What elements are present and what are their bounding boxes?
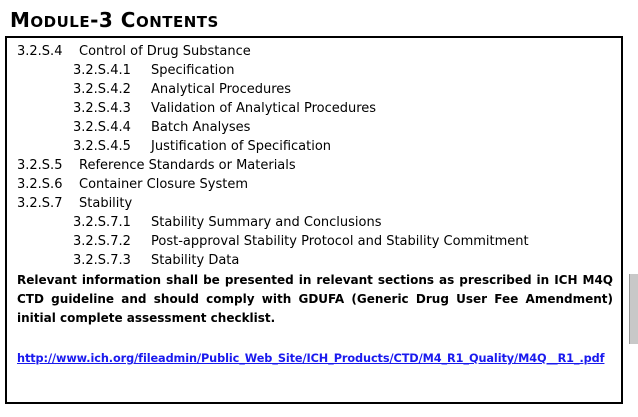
contents-item bbox=[17, 80, 529, 99]
title-initial-c: C bbox=[120, 8, 136, 32]
contents-item-label: Container Closure System bbox=[79, 177, 248, 192]
contents-item bbox=[17, 156, 529, 175]
contents-item-code: 3.2.S.4.1 bbox=[73, 63, 131, 78]
contents-item bbox=[17, 118, 529, 137]
contents-item-code: 3.2.S.7.2 bbox=[73, 234, 131, 249]
contents-item-label: Stability bbox=[79, 196, 133, 211]
contents-item-label: Analytical Procedures bbox=[151, 82, 292, 97]
contents-item-code: 3.2.S.4.4 bbox=[73, 120, 131, 135]
contents-item bbox=[17, 194, 529, 213]
contents-item bbox=[17, 137, 529, 156]
contents-item bbox=[17, 232, 529, 251]
contents-item-code: 3.2.S.6 bbox=[17, 177, 63, 192]
contents-item bbox=[17, 213, 529, 232]
contents-item-code: 3.2.S.4 bbox=[17, 44, 63, 59]
contents-item-label: Post-approval Stability Protocol and Stability Commitment bbox=[151, 234, 529, 249]
contents-item-label: Stability Data bbox=[151, 253, 240, 268]
contents-item-label: Reference Standards or Materials bbox=[79, 158, 296, 173]
title-rest-ontents: ONTENTS bbox=[135, 13, 219, 31]
contents-item-code: 3.2.S.7 bbox=[17, 196, 63, 211]
contents-item-label: Control of Drug Substance bbox=[79, 44, 251, 59]
contents-item-code: 3.2.S.4.2 bbox=[73, 82, 131, 97]
title-separator: -3 bbox=[90, 8, 121, 32]
contents-item-code: 3.2.S.4.3 bbox=[73, 101, 131, 116]
contents-item-label: Specification bbox=[151, 63, 235, 78]
contents-item-label: Batch Analyses bbox=[151, 120, 251, 135]
ich-guideline-link[interactable]: http://www.ich.org/fileadmin/Public_Web_Site/ICH_Products/CTD/M4_R1_Quality/M4Q__R1_.pdf bbox=[17, 352, 605, 365]
contents-item-code: 3.2.S.5 bbox=[17, 158, 63, 173]
guideline-note: Relevant information shall be presented in relevant sections as prescribed in ICH M4Q CTD guideline and should comply with GDUFA (Generic Drug User Fee Amendment) initial complete assessment checklist. bbox=[17, 273, 613, 325]
page-title bbox=[10, 8, 219, 32]
contents-item-label: Justification of Specification bbox=[151, 139, 332, 154]
contents-item-label: Validation of Analytical Procedures bbox=[151, 101, 377, 116]
contents-item-code: 3.2.S.7.3 bbox=[73, 253, 131, 268]
contents-panel bbox=[5, 36, 623, 404]
title-initial-m: M bbox=[10, 8, 31, 32]
contents-item-code: 3.2.S.7.1 bbox=[73, 215, 131, 230]
contents-item bbox=[17, 251, 529, 270]
contents-item-label: Stability Summary and Conclusions bbox=[151, 215, 382, 230]
contents-item-code: 3.2.S.4.5 bbox=[73, 139, 131, 154]
contents-list bbox=[17, 42, 529, 270]
contents-item bbox=[17, 42, 529, 61]
title-rest-odule: ODULE bbox=[30, 13, 91, 31]
side-scroll-tab bbox=[629, 274, 638, 344]
contents-item bbox=[17, 175, 529, 194]
contents-item bbox=[17, 61, 529, 80]
contents-item bbox=[17, 99, 529, 118]
